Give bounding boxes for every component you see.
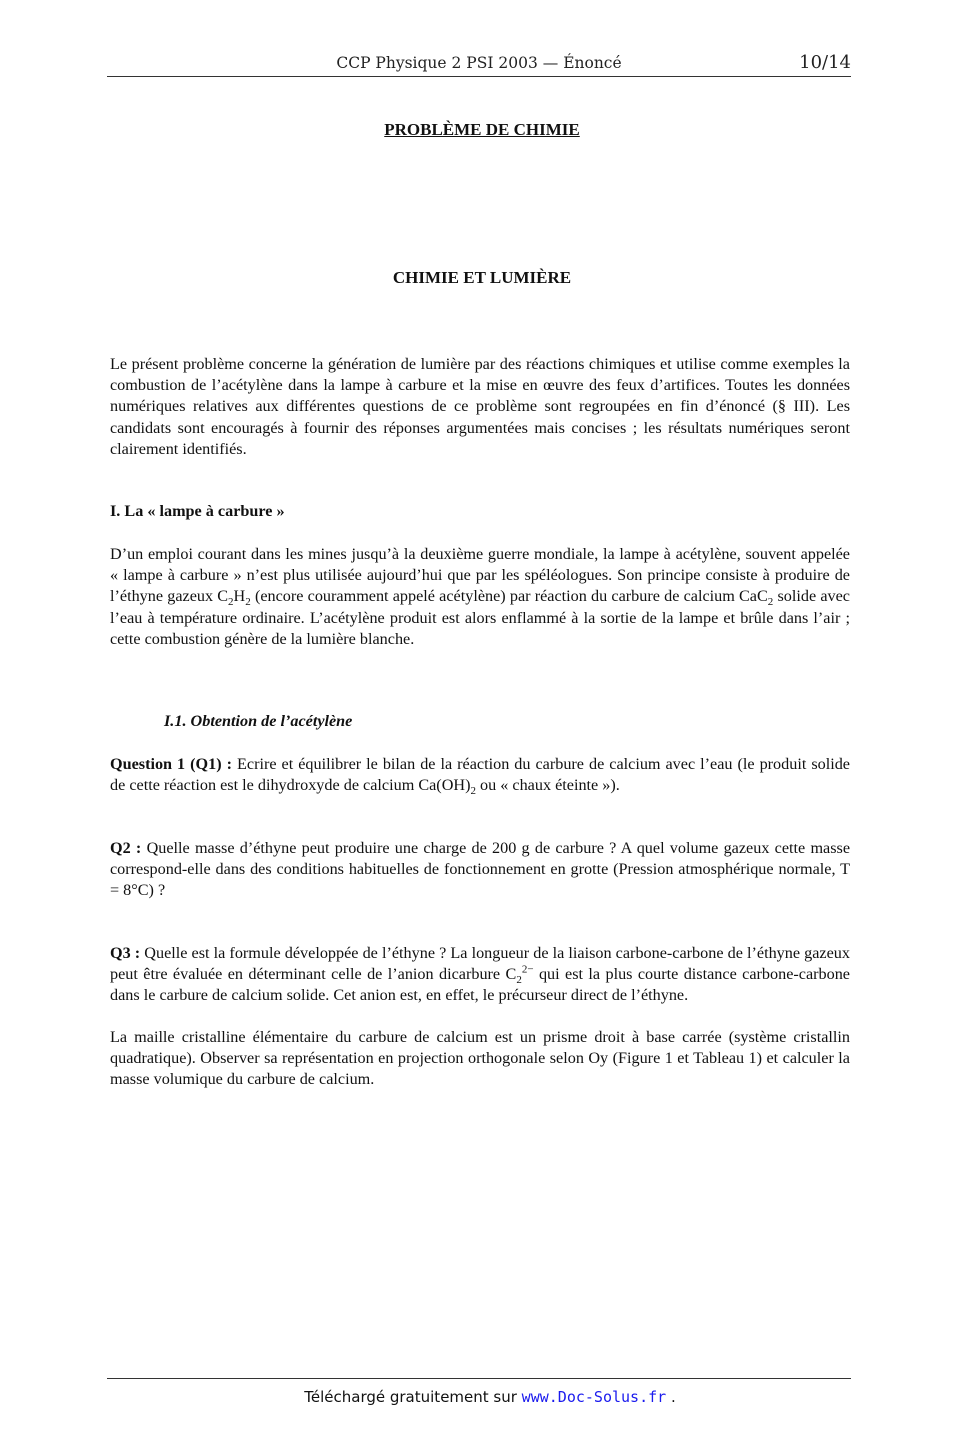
question-3-continued: La maille cristalline élémentaire du carbure de calcium est un prisme droit à base carrée (système cristallin quadratique). Observer sa représentation en projection orthogonale selon Oy (Figure 1 et Tableau 1) et calculer la masse volumique du carbure de calcium. — [110, 1028, 850, 1089]
footer-rule — [107, 1378, 851, 1379]
subsection-heading: I.1. Obtention de l’acétylène — [164, 712, 353, 730]
section-paragraph — [110, 544, 850, 650]
subscript: 2 — [470, 785, 476, 798]
intro-paragraph: Le présent problème concerne la génération de lumière par des réactions chimiques et utilise comme exemples la combustion de l’acétylène dans la lampe à carbure et la mise en œuvre des feux d’artifices. Toutes les données numériques relatives aux différentes questions de ce problème sont regroupées en fin d’énoncé (§ III). Les candidats sont encouragés à fournir des réponses argumentées mais concises ; les résultats numériques seront clairement identifiés. — [110, 355, 850, 458]
question-3 — [110, 943, 850, 1007]
para-text-a: D’un emploi courant dans les mines jusqu’à la deuxième guerre mondiale, la lampe à acétylène, souvent appelée « lampe à carbure » n’est plus utilisée aujourd’hui que par les spéléologues. Son principe consiste à produire de l’éthyne gazeux C — [110, 545, 850, 606]
superscript: 2− — [521, 963, 534, 976]
question-text: qui est la plus courte distance carbone-carbone dans le carbure de calcium solide. Cet anion est, en effet, le précurseur direct de l’éthyne. — [110, 965, 850, 1005]
para-text-c: (encore couramment appelé acétylène) par réaction du carbure de calcium CaC — [250, 587, 768, 606]
page-number: 10/14 — [799, 52, 851, 73]
page-footer — [0, 1388, 980, 1406]
subject-title: CHIMIE ET LUMIÈRE — [392, 268, 572, 287]
question-1 — [110, 754, 850, 796]
question-label: Question 1 (Q1) : — [110, 755, 233, 773]
para-text-b: H — [233, 587, 246, 606]
subscript: 2 — [245, 596, 251, 609]
subscript: 2 — [228, 596, 234, 609]
footer-suffix: . — [666, 1388, 676, 1406]
section-heading: I. La « lampe à carbure » — [110, 502, 285, 520]
question-label: Q3 : — [110, 944, 141, 962]
header-title: CCP Physique 2 PSI 2003 — Énoncé — [336, 54, 622, 72]
question-2 — [110, 838, 850, 902]
page-header — [107, 52, 851, 77]
footer-link[interactable]: www.Doc-Solus.fr — [521, 1388, 667, 1406]
question-text: Quelle masse d’éthyne peut produire une charge de 200 g de carbure ? A quel volume gazeux cette masse correspond-elle dans des conditions habituelles de fonctionnement en grotte (Pression atmosphérique normale, T = 8°C) ? — [110, 839, 851, 900]
problem-title-text: PROBLÈME DE CHIMIE — [384, 120, 580, 139]
question-text: ou « chaux éteinte »). — [475, 776, 620, 795]
problem-title — [0, 120, 964, 140]
subscript: 2 — [767, 596, 774, 609]
footer-prefix: Téléchargé gratuitement sur — [304, 1388, 522, 1406]
question-text: Ecrire et équilibrer le bilan de la réaction du carbure de calcium avec l’eau (le produit solide de cette réaction est le dihydroxyde de calcium Ca(OH) — [110, 755, 850, 795]
question-label: Q2 : — [110, 839, 142, 857]
question-text: Quelle est la formule développée de l’éthyne ? La longueur de la liaison carbone-carbone de l’éthyne gazeux peut être évaluée en déterminant celle de l’anion dicarbure C — [110, 944, 850, 984]
para-text-d: solide avec l’eau à température ordinaire. L’acétylène produit est alors enflammé à la sortie de la lampe et brûle dans l’air ; cette combustion génère de la lumière blanche. — [110, 587, 850, 648]
subscript: 2 — [516, 974, 522, 987]
